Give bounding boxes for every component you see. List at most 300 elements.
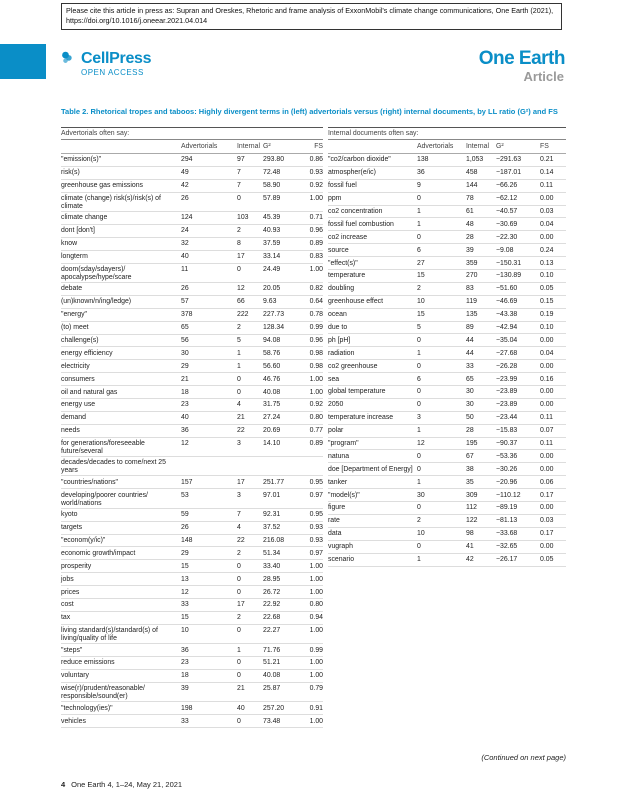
cell-internal: 3 [237,440,241,448]
cell-term: oil and natural gas [61,388,118,396]
col-fs: FS [540,143,549,150]
table-row [61,296,323,309]
cell-fs: 1.00 [309,388,323,396]
cell-advertorials: 39 [181,685,189,693]
cell-advertorials: 1 [417,207,421,215]
cell-advertorials: 65 [181,324,189,332]
cell-g2: 24.49 [263,266,281,274]
cell-g2: 25.87 [263,685,281,693]
cell-term: challenge(s) [61,336,99,344]
cell-term: "model(s)" [328,491,360,499]
cell-term: electricity [61,362,90,370]
col-g2: G² [496,143,504,150]
cell-term: debate [61,285,83,293]
cell-advertorials: 1 [417,427,421,435]
cell-g2: −26.28 [496,362,518,370]
cell-advertorials: 12 [181,440,189,448]
cell-advertorials: 0 [417,336,421,344]
cell-advertorials: 24 [181,227,189,235]
cell-internal: 222 [237,311,249,319]
cell-fs: 0.00 [540,233,554,241]
publisher-name: CellPress [81,50,152,67]
cell-term: jobs [61,575,74,583]
cell-term: prosperity [61,562,92,570]
cell-internal: 28 [466,233,474,241]
cell-term: co2 greenhouse [328,362,378,370]
cell-advertorials: 3 [417,414,421,422]
cell-fs: 0.83 [309,253,323,261]
cell-advertorials: 1 [417,556,421,563]
cell-term: consumers [61,375,95,383]
cell-fs: 0.92 [309,182,323,190]
cell-fs: 0.00 [540,195,554,203]
cell-fs: 0.97 [309,549,323,557]
cell-fs: 0.93 [309,536,323,544]
cell-term: figure [328,504,346,512]
cell-internal: 2 [237,614,241,622]
cell-advertorials: 18 [181,388,189,396]
cell-g2: −53.36 [496,452,518,460]
table-row [328,399,566,412]
cell-advertorials: 36 [417,169,425,177]
table-row [328,244,566,257]
cell-g2: −23.89 [496,388,518,396]
table-row [328,283,566,296]
cell-fs: 1.00 [309,672,323,680]
cell-internal: 30 [466,388,474,396]
table-row [328,296,566,309]
cellpress-logo-icon [61,50,79,68]
table-row [328,463,566,476]
cell-internal: 1,053 [466,156,484,164]
cell-fs: 1.00 [309,575,323,583]
cell-term: co2 concentration [328,207,383,215]
table-row [61,457,323,476]
cell-term: climate change [61,214,108,222]
cell-term: demand [61,414,86,422]
cell-term: dont [don't] [61,227,95,235]
cell-g2: −46.69 [496,298,518,306]
cell-g2: 58.90 [263,182,281,190]
cell-g2: 22.27 [263,627,281,635]
cell-internal: 7 [237,182,241,190]
table-row [61,167,323,180]
table-row [328,489,566,502]
cell-advertorials: 148 [181,536,193,544]
table-body [328,154,566,567]
cell-advertorials [179,459,237,475]
cell-internal: 30 [466,401,474,409]
table-row [61,283,323,296]
table-row [61,644,323,657]
cell-advertorials: 59 [181,511,189,519]
cell-internal: 7 [237,169,241,177]
cell-internal: 4 [237,524,241,532]
cell-g2: −23.44 [496,414,518,422]
cell-g2: 92.31 [263,511,281,519]
cell-g2: −291.63 [496,156,522,164]
cell-internal: 2 [237,549,241,557]
cell-internal: 38 [466,465,474,473]
cell-term: ppm [328,195,342,203]
cell-fs: 0.10 [540,323,554,331]
cell-advertorials: 1 [417,349,421,357]
cell-fs: 0.11 [540,414,553,422]
cell-fs: 1.00 [309,588,323,596]
cell-advertorials: 40 [181,253,189,261]
cell-advertorials: 0 [417,452,421,460]
cell-g2: −130.89 [496,272,522,280]
table-row [328,180,566,193]
cell-internal [237,459,263,475]
table-row [328,206,566,219]
cell-fs: 0.93 [309,524,323,532]
cell-internal: 0 [237,627,241,635]
col-internal: Internal [237,143,260,150]
cell-advertorials: 378 [181,311,193,319]
cell-g2: −22.30 [496,233,518,241]
cell-fs: 0.06 [540,478,554,486]
table-row [61,489,323,508]
cell-fs: 0.80 [309,414,323,422]
cell-fs: 0.13 [540,259,554,267]
cell-g2: 45.39 [263,214,281,222]
cell-advertorials: 6 [417,246,421,254]
cell-internal: 40 [237,704,245,712]
cell-term: developing/poorer countries/ world/nations [61,491,148,507]
table-row [328,438,566,451]
cell-advertorials: 49 [181,169,189,177]
table-row [61,509,323,522]
table-row [61,560,323,573]
table-row [61,264,323,283]
cell-fs: 0.00 [540,362,554,370]
cell-g2: 20.69 [263,427,281,435]
section-header-advertorials: Advertorials often say: [61,127,323,140]
cell-advertorials: 0 [417,543,421,551]
cell-term: due to [328,323,348,331]
table-row [328,373,566,386]
cell-internal: 17 [237,478,245,486]
cell-fs: 0.95 [309,511,323,519]
cell-internal: 44 [466,349,474,357]
cell-term: fossil fuel [328,182,357,190]
table-row [328,528,566,541]
cell-term: risk(s) [61,169,80,177]
cell-g2: 46.76 [263,375,281,383]
cell-internal: 98 [466,530,474,538]
cell-fs: 0.19 [540,311,554,319]
cell-advertorials: 0 [417,388,421,396]
cell-advertorials: 36 [181,427,189,435]
cell-g2: −15.83 [496,427,518,435]
table-row [328,309,566,322]
cell-internal: 0 [237,195,241,203]
cell-term: wise(r)/prudent/reasonable/ responsible/sound(er) [61,685,145,701]
cell-advertorials: 12 [417,439,425,447]
article-type: Article [523,69,564,84]
cell-fs: 0.15 [540,298,554,306]
cell-internal: 0 [237,575,241,583]
cell-g2: 97.01 [263,491,281,499]
cell-internal: 0 [237,375,241,383]
cell-g2: 94.08 [263,336,281,344]
cell-advertorials: 10 [417,530,425,538]
cell-term: rate [328,517,340,525]
cell-fs [295,459,323,475]
cell-advertorials: 30 [181,349,189,357]
col-advertorials: Advertorials [181,143,218,150]
cell-internal: 0 [237,717,241,725]
cell-term: kyoto [61,511,78,519]
cell-fs: 0.00 [540,465,554,473]
table-row [61,309,323,322]
cell-term: "emission(s)" [61,156,102,164]
cell-internal: 103 [237,214,249,222]
cell-term: co2 increase [328,233,368,241]
cell-fs: 0.99 [309,646,323,654]
journal-name: One Earth [478,48,565,69]
cell-internal: 5 [237,336,241,344]
table-row [61,347,323,360]
footer-citation: One Earth 4, 1–24, May 21, 2021 [71,780,183,789]
table-row [61,212,323,225]
cell-fs: 1.00 [309,195,323,203]
cell-advertorials: 42 [181,182,189,190]
page-footer [61,780,182,789]
cell-internal: 270 [466,272,478,280]
cell-term: ocean [328,311,347,319]
cell-g2: −33.68 [496,530,518,538]
cell-fs: 0.00 [540,388,554,396]
cell-advertorials: 1 [417,220,421,228]
cell-internal: 35 [466,478,474,486]
table-row [328,450,566,463]
cell-term: needs [61,427,80,435]
cell-advertorials: 30 [417,491,425,499]
cell-fs: 0.77 [309,427,323,435]
cell-internal: 21 [237,414,245,422]
cell-term: 2050 [328,401,344,409]
table-row [328,360,566,373]
cell-term: voluntary [61,672,89,680]
cell-fs: 0.00 [540,401,554,409]
cell-g2: 28.95 [263,575,281,583]
cell-advertorials: 12 [181,588,189,596]
cell-fs: 0.86 [309,156,323,164]
cell-advertorials: 2 [417,285,421,293]
cell-fs: 0.00 [540,452,554,460]
cell-advertorials: 15 [417,272,425,280]
cell-internal: 2 [237,324,241,332]
cell-advertorials: 1 [417,478,421,486]
cell-advertorials: 13 [181,575,189,583]
table-row [328,270,566,283]
cell-g2: 31.75 [263,401,281,409]
cell-term: data [328,530,342,538]
cell-internal: 3 [237,491,241,499]
table-row [328,322,566,335]
cell-advertorials: 18 [181,672,189,680]
cell-g2: 293.80 [263,156,285,164]
cell-internal: 112 [466,504,477,512]
cell-fs: 0.03 [540,207,554,215]
cell-g2: −90.37 [496,439,518,447]
column-headers [61,140,323,154]
cell-term: scenario [328,556,355,563]
table-row [328,554,566,567]
cell-g2: −30.69 [496,220,518,228]
cell-advertorials: 294 [181,156,193,164]
continued-note: (Continued on next page) [481,753,566,762]
cell-g2: 251.77 [263,478,285,486]
cell-internal: 0 [237,388,241,396]
cell-g2: −20.96 [496,478,518,486]
cell-g2: 40.08 [263,388,281,396]
cell-advertorials: 11 [181,266,189,274]
cell-g2: 227.73 [263,311,285,319]
cell-fs: 0.03 [540,517,554,525]
cell-internal: 42 [466,556,474,563]
cell-term: for generations/foreseeable future/several [61,440,145,456]
cell-internal: 12 [237,285,245,293]
cell-internal: 28 [466,427,474,435]
cell-internal: 33 [466,362,474,370]
cell-internal: 44 [466,336,474,344]
advertorials-table [61,127,323,728]
cell-internal: 61 [466,207,474,215]
cell-advertorials: 0 [417,401,421,409]
cell-advertorials: 10 [181,627,189,635]
table-row [61,225,323,238]
table-row [61,322,323,335]
cell-advertorials: 6 [417,375,421,383]
table-row [328,541,566,554]
cell-advertorials: 198 [181,704,193,712]
cell-advertorials: 15 [181,614,189,622]
cell-advertorials: 36 [181,646,189,654]
cell-fs: 1.00 [309,375,323,383]
cell-g2: −32.65 [496,543,518,551]
cell-g2: 26.72 [263,588,281,596]
cell-term: "countries/nations" [61,478,118,486]
cell-fs: 0.10 [540,272,554,280]
cell-advertorials: 5 [417,323,421,331]
cell-internal: 309 [466,491,478,499]
cell-fs: 0.91 [309,704,323,712]
cell-advertorials: 0 [417,195,421,203]
cell-g2: −43.38 [496,311,518,319]
table-row [61,683,323,702]
cell-fs: 0.11 [540,439,553,447]
cell-g2: −23.99 [496,375,518,383]
cell-advertorials: 15 [417,311,425,319]
table-row [328,218,566,231]
cell-term: targets [61,524,83,532]
cell-g2: −187.01 [496,169,522,177]
cell-internal: 458 [466,169,478,177]
cell-fs: 1.00 [309,562,323,570]
cell-internal: 17 [237,601,245,609]
cell-term: (to) meet [61,324,89,332]
cell-g2: 37.52 [263,524,281,532]
cell-term: "econom(y/ic)" [61,536,106,544]
table-row [328,334,566,347]
cell-g2: 22.92 [263,601,281,609]
cell-internal: 195 [466,439,478,447]
cell-g2: 40.93 [263,227,281,235]
cell-term: cost [61,601,74,609]
cell-internal: 97 [237,156,245,164]
cell-advertorials: 10 [417,298,425,306]
cell-term: (un)known/n/ing/ledge) [61,298,132,306]
cell-g2: 128.34 [263,324,285,332]
cell-internal: 8 [237,240,241,248]
cell-g2 [263,459,295,475]
cell-term: "energy" [61,311,87,319]
cell-g2: −40.57 [496,207,518,215]
cell-advertorials: 2 [417,517,421,525]
cell-fs: 0.89 [309,240,323,248]
cell-term: economic growth/impact [61,549,136,557]
table-row [61,425,323,438]
cell-term: temperature increase [328,414,394,422]
cell-term: vehicles [61,717,86,725]
cell-g2: −26.17 [496,556,518,563]
table-row [61,386,323,399]
col-g2: G² [263,143,271,150]
cell-g2: −51.60 [496,285,518,293]
table-row [61,612,323,625]
table-row [61,573,323,586]
cell-term: climate (change) risk(s)/risk(s) of climate [61,195,161,211]
cell-g2: −27.68 [496,349,518,357]
cell-term: natuna [328,452,350,460]
cell-fs: 0.07 [540,427,554,435]
table-row [61,251,323,264]
cell-term: "effect(s)" [328,259,358,267]
cell-term: "steps" [61,646,83,654]
cell-g2: 51.21 [263,659,281,667]
cell-internal: 83 [466,285,474,293]
table-row [61,547,323,560]
cell-internal: 1 [237,646,241,654]
cell-term: radiation [328,349,355,357]
table-row [328,515,566,528]
table-row [61,702,323,715]
cell-internal: 22 [237,427,245,435]
table-row [61,586,323,599]
cell-advertorials: 57 [181,298,189,306]
cell-advertorials: 33 [181,717,189,725]
cell-term: polar [328,427,344,435]
cell-internal: 78 [466,195,474,203]
cell-advertorials: 40 [181,414,189,422]
cell-fs: 0.04 [540,220,554,228]
cell-g2: 58.76 [263,349,281,357]
table-row [61,535,323,548]
table-row [328,502,566,515]
cell-g2: −89.19 [496,504,518,512]
cell-fs: 0.14 [540,169,554,177]
cell-internal: 67 [466,452,474,460]
cell-term: energy efficiency [61,349,113,357]
cell-g2: 9.63 [263,298,277,306]
table-row [61,670,323,683]
cell-term: decades/decades to come/next 25 years [61,459,166,475]
cell-g2: −110.12 [496,491,521,499]
cell-advertorials: 26 [181,195,189,203]
